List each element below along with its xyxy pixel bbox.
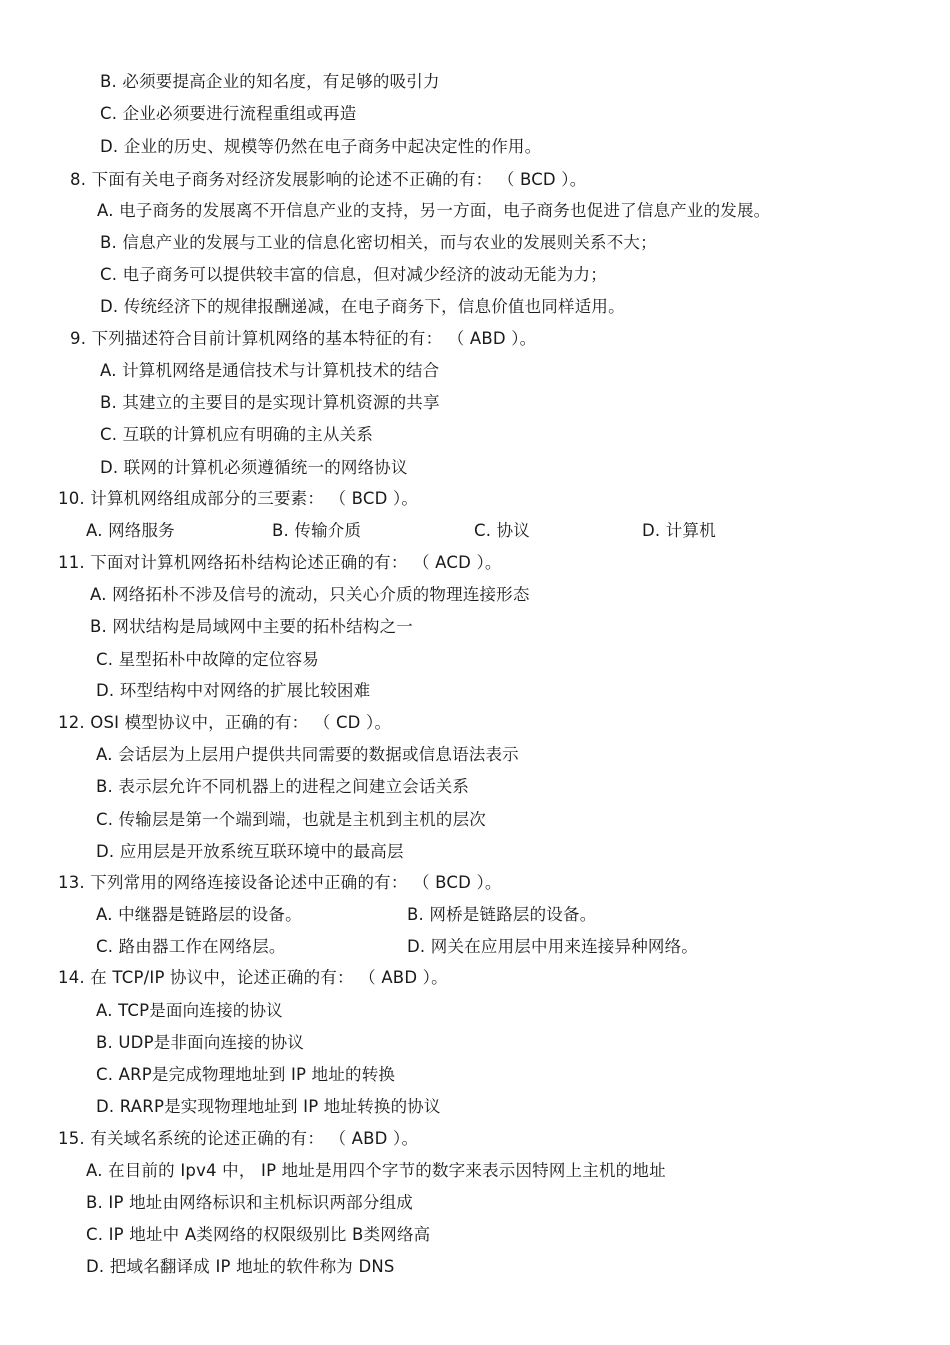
option-line: C. 企业必须要进行流程重组或再造: [100, 104, 357, 123]
option-line: A. TCP是面向连接的协议: [96, 1001, 283, 1020]
option-line: B. 网状结构是局域网中主要的拓朴结构之一: [90, 617, 414, 636]
option-line: C. 协议: [474, 521, 531, 540]
option-line: D. 企业的历史、规模等仍然在电子商务中起决定性的作用。: [100, 137, 542, 156]
option-line: D. 网关在应用层中用来连接异种网络。: [407, 937, 698, 956]
option-line: A. 电子商务的发展离不开信息产业的支持，另一方面，电子商务也促进了信息产业的发展。: [97, 201, 771, 220]
option-line: C. 星型拓朴中故障的定位容易: [96, 650, 320, 669]
option-line: B. 表示层允许不同机器上的进程之间建立会话关系: [96, 777, 470, 796]
option-line: A. 中继器是链路层的设备。: [96, 905, 302, 924]
option-line: B. 网桥是链路层的设备。: [407, 905, 597, 924]
option-line: B. 传输介质: [272, 521, 362, 540]
question-line: 14. 在 TCP/IP 协议中，论述正确的有： （ ABD ）。: [58, 968, 448, 987]
question-line: 9. 下列描述符合目前计算机网络的基本特征的有： （ ABD ）。: [70, 329, 537, 348]
option-line: D. 计算机: [642, 521, 716, 540]
question-line: 10. 计算机网络组成部分的三要素： （ BCD ）。: [58, 489, 419, 508]
option-line: B. 信息产业的发展与工业的信息化密切相关，而与农业的发展则关系不大；: [100, 233, 657, 252]
option-line: B. 其建立的主要目的是实现计算机资源的共享: [100, 393, 440, 412]
option-line: C. 路由器工作在网络层。: [96, 937, 286, 956]
option-line: C. 传输层是第一个端到端，也就是主机到主机的层次: [96, 810, 487, 829]
option-line: A. 会话层为上层用户提供共同需要的数据或信息语法表示: [96, 745, 519, 764]
option-line: D. RARP是实现物理地址到 IP 地址转换的协议: [96, 1097, 441, 1116]
question-line: 15. 有关域名系统的论述正确的有： （ ABD ）。: [58, 1129, 419, 1148]
option-line: C. IP 地址中 A类网络的权限级别比 B类网络高: [86, 1225, 431, 1244]
option-line: A. 在目前的 Ipv4 中， IP 地址是用四个字节的数字来表示因特网上主机的地址: [86, 1161, 666, 1180]
option-line: A. 网络服务: [86, 521, 175, 540]
option-line: D. 传统经济下的规律报酬递减，在电子商务下，信息价值也同样适用。: [100, 297, 625, 316]
option-line: A. 计算机网络是通信技术与计算机技术的结合: [100, 361, 440, 380]
option-line: D. 把域名翻译成 IP 地址的软件称为 DNS: [86, 1257, 395, 1276]
option-line: D. 应用层是开放系统互联环境中的最高层: [96, 842, 404, 861]
option-line: A. 网络拓朴不涉及信号的流动，只关心介质的物理连接形态: [90, 585, 530, 604]
option-line: B. 必须要提高企业的知名度，有足够的吸引力: [100, 72, 440, 91]
option-line: D. 环型结构中对网络的扩展比较困难: [96, 681, 371, 700]
option-line: C. 电子商务可以提供较丰富的信息，但对减少经济的波动无能为力；: [100, 265, 607, 284]
question-line: 8. 下面有关电子商务对经济发展影响的论述不正确的有： （ BCD ）。: [70, 170, 587, 189]
question-line: 12. OSI 模型协议中，正确的有： （ CD ）。: [58, 713, 392, 732]
option-line: B. UDP是非面向连接的协议: [96, 1033, 305, 1052]
question-line: 11. 下面对计算机网络拓朴结构论述正确的有： （ ACD ）。: [58, 553, 502, 572]
option-line: C. 互联的计算机应有明确的主从关系: [100, 425, 374, 444]
option-line: D. 联网的计算机必须遵循统一的网络协议: [100, 458, 408, 477]
option-line: B. IP 地址由网络标识和主机标识两部分组成: [86, 1193, 413, 1212]
option-line: C. ARP是完成物理地址到 IP 地址的转换: [96, 1065, 396, 1084]
question-line: 13. 下列常用的网络连接设备论述中正确的有： （ BCD ）。: [58, 873, 502, 892]
